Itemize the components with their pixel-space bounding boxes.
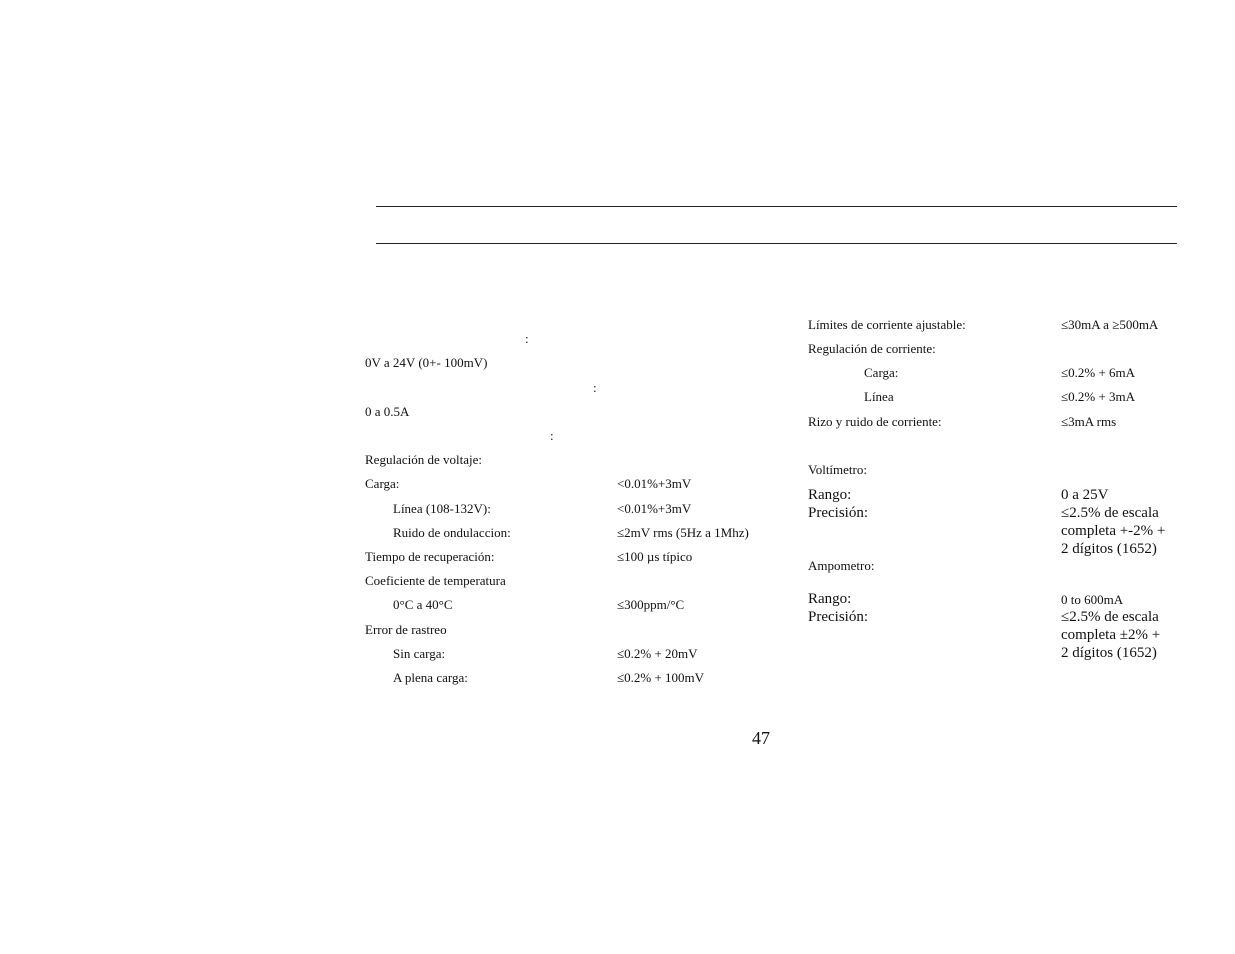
current-ripple-value: ≤3mA rms	[1061, 414, 1117, 429]
header-rule-top	[376, 206, 1177, 207]
recovery-value: ≤100 µs típico	[617, 549, 693, 564]
temp-range-value: ≤300ppm/°C	[617, 597, 685, 612]
ripple-label: Ruido de ondulaccion:	[393, 525, 511, 540]
voltage-range-value: 0V a 24V (0+- 100mV)	[365, 355, 488, 370]
noload-value: ≤0.2% + 20mV	[617, 646, 698, 661]
colon-mark: :	[525, 331, 529, 346]
current-regulation-label: Regulación de corriente:	[808, 341, 936, 356]
ammeter-precision-label: Precisión:	[808, 609, 868, 625]
voltmeter-precision-line: completa +-2% +	[1061, 523, 1166, 539]
fullload-value: ≤0.2% + 100mV	[617, 670, 705, 685]
load-label: Carga:	[365, 476, 400, 491]
header-rule-bottom	[376, 243, 1177, 244]
current-load-label: Carga:	[864, 365, 899, 380]
voltmeter-precision-line: ≤2.5% de escala	[1061, 505, 1159, 521]
line-label: Línea (108-132V):	[393, 501, 491, 516]
noload-label: Sin carga:	[393, 646, 446, 661]
current-line-label: Línea	[864, 389, 894, 404]
line-value: <0.01%+3mV	[617, 501, 692, 516]
colon-mark: :	[550, 428, 554, 443]
current-range-value: 0 a 0.5A	[365, 404, 410, 419]
voltage-regulation-label: Regulación de voltaje:	[365, 452, 482, 467]
ammeter-precision-line: 2 dígitos (1652)	[1061, 645, 1157, 661]
page-number: 47	[752, 728, 770, 748]
voltmeter-range-value: 0 a 25V	[1061, 487, 1109, 503]
voltmeter-label: Voltímetro:	[808, 462, 867, 477]
ammeter-precision-line: completa ±2% +	[1061, 627, 1161, 643]
ammeter-range-label: Rango:	[808, 591, 852, 607]
current-limits-label: Límites de corriente ajustable:	[808, 317, 966, 332]
current-line-value: ≤0.2% + 3mA	[1061, 389, 1136, 404]
ripple-value: ≤2mV rms (5Hz a 1Mhz)	[617, 525, 749, 540]
current-ripple-label: Rizo y ruido de corriente:	[808, 414, 942, 429]
fullload-label: A plena carga:	[393, 670, 468, 685]
load-value: <0.01%+3mV	[617, 476, 692, 491]
voltmeter-precision-line: 2 dígitos (1652)	[1061, 541, 1157, 557]
voltmeter-range-label: Rango:	[808, 487, 852, 503]
ammeter-range-value: 0 to 600mA	[1061, 592, 1124, 607]
colon-mark: :	[593, 380, 597, 395]
current-limits-value: ≤30mA a ≥500mA	[1061, 317, 1159, 332]
tracking-label: Error de rastreo	[365, 622, 447, 637]
temp-range-label: 0°C a 40°C	[393, 597, 453, 612]
ammeter-label: Ampometro:	[808, 558, 875, 573]
voltmeter-precision-label: Precisión:	[808, 505, 868, 521]
current-load-value: ≤0.2% + 6mA	[1061, 365, 1136, 380]
tempco-label: Coeficiente de temperatura	[365, 573, 506, 588]
ammeter-precision-line: ≤2.5% de escala	[1061, 609, 1159, 625]
recovery-label: Tiempo de recuperación:	[365, 549, 495, 564]
